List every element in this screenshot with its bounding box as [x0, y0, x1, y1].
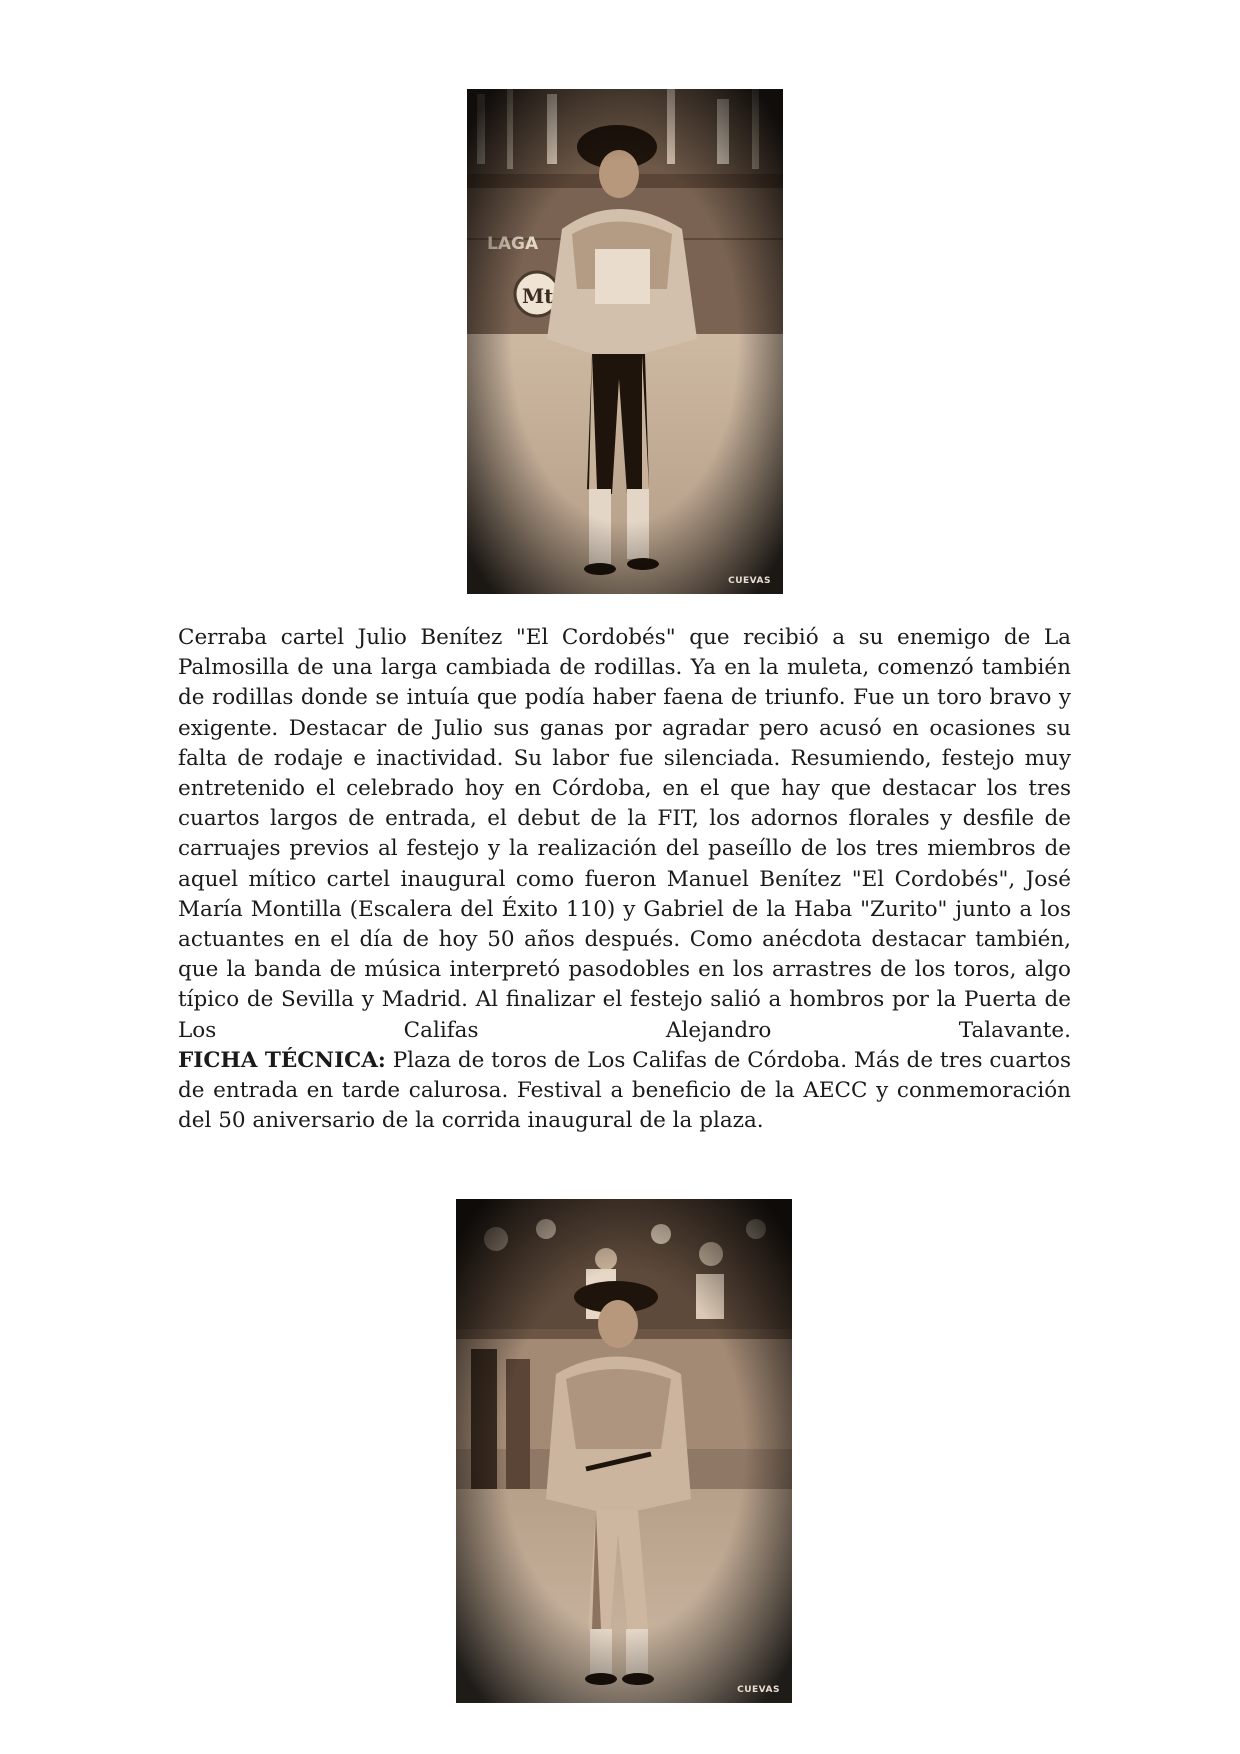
article-body — [178, 623, 1071, 1136]
bullfighter-photo-top — [467, 89, 783, 594]
photo-credit: CUEVAS — [737, 1685, 780, 1695]
article-paragraph: Cerraba cartel Julio Benítez "El Cordobés" que recibió a su enemigo de La Palmosilla de una larga cambiada de rodillas. Ya en la muleta, comenzó también de rodillas donde se intuía que podía haber faena de triunfo. Fue un toro bravo y exigente. Destacar de Julio sus ganas por agradar pero acusó en ocasiones su falta de rodaje e inactividad. Su labor fue silenciada. Resumiendo, festejo muy entretenido el celebrado hoy en Córdoba, en el que hay que destacar los tres cuartos largos de entrada, el debut de la FIT, los adornos florales y desfile de carruajes previos al festejo y la realización del paseíllo de los tres miembros de aquel mítico cartel inaugural como fueron Manuel Benítez "El Cordobés", José María Montilla (Escalera del Éxito 110) y Gabriel de la Haba "Zurito" junto a los actuantes en el día de hoy 50 años después. Como anécdota destacar también, que la banda de música interpretó pasodobles en los arrastres de los toros, algo típico de Sevilla y Madrid. Al finalizar el festejo salió a hombros por la Puerta de Los Califas Alejandro Talavante. — [178, 625, 1071, 1043]
ficha-tecnica-label: FICHA TÉCNICA: — [178, 1047, 386, 1073]
bullfighter-image-bottom — [456, 1199, 792, 1703]
photo-credit: CUEVAS — [728, 576, 771, 586]
bullfighter-photo-bottom — [456, 1199, 792, 1703]
bullfighter-image-top — [467, 89, 783, 594]
ficha-tecnica — [178, 1046, 1071, 1137]
ficha-tecnica-text: Plaza de toros de Los Califas de Córdoba. Más de tres cuartos de entrada en tarde calurosa. Festival a beneficio de la AECC y conmemoración del 50 aniversario de la corrida inaugural de la plaza. — [178, 1047, 1071, 1134]
